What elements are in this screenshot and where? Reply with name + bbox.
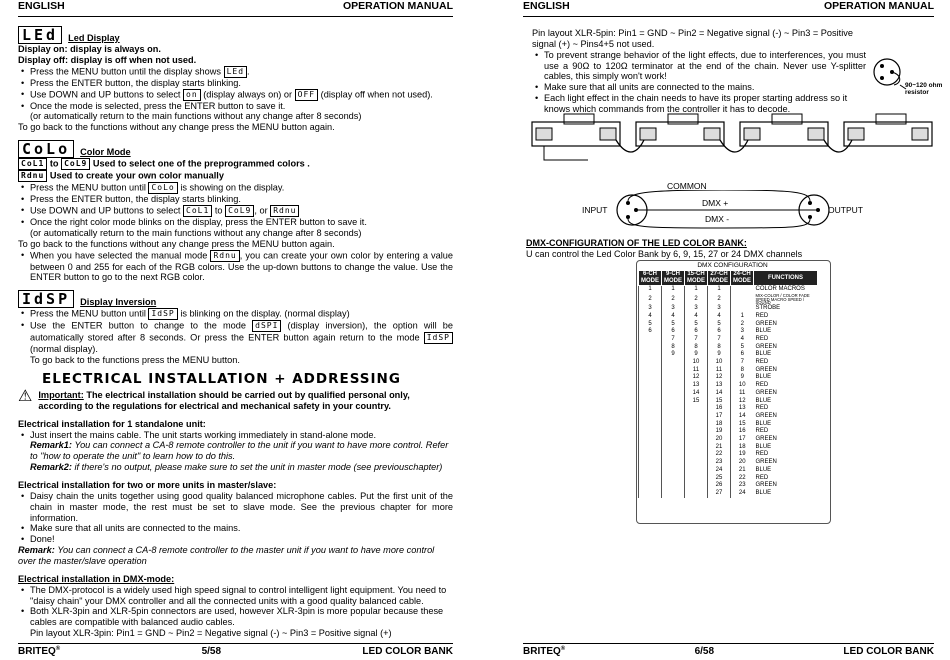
channel-cell: 4 bbox=[639, 313, 662, 321]
list-item: • Daisy chain the units together using good quality balanced microphone cables. Put the first unit of the chain in master mode, the rest must be set to slave mode. See the previous chapter for more information. bbox=[30, 491, 453, 524]
color-steps bbox=[18, 182, 453, 239]
page-header bbox=[523, 0, 934, 17]
table-row bbox=[639, 398, 818, 406]
function-cell: RED bbox=[755, 312, 769, 319]
lcd-idsp-icon: IdSP bbox=[18, 290, 74, 308]
function-cell: RED bbox=[755, 382, 769, 389]
channel-cell: 7 bbox=[662, 336, 685, 344]
channel-cell: 7 bbox=[731, 359, 754, 367]
list-item: • To prevent strange behavior of the light effects, due to interferences, you must use a 90Ω to 120Ω terminator at the end of the chain. Never use Y-splitter cables, this simply won't work! bbox=[544, 50, 866, 83]
channel-cell bbox=[731, 294, 754, 305]
channel-cell: 25 bbox=[708, 475, 731, 483]
channel-cell: 18 bbox=[731, 444, 754, 452]
channel-cell: 12 bbox=[708, 374, 731, 382]
channel-cell bbox=[662, 467, 685, 475]
channel-cell: 6 bbox=[639, 328, 662, 336]
function-cell: RED bbox=[755, 451, 769, 458]
dmx-config-subtitle: U can control the Led Color Bank by 6, 9, 15, 27 or 24 DMX channels bbox=[526, 248, 803, 259]
function-cell: BLUE bbox=[755, 374, 772, 381]
function-cell: BLUE bbox=[755, 443, 772, 450]
table-header-cell: 15-CH MODE bbox=[685, 271, 708, 286]
installation-title: ELECTRICAL INSTALLATION + ADDRESSING bbox=[42, 371, 401, 388]
lcd-colo-icon: CoLo bbox=[18, 140, 74, 158]
channel-cell: 9 bbox=[708, 351, 731, 359]
channel-cell: 10 bbox=[731, 382, 754, 390]
color-manual-line: Rdnu Used to create your own color manually bbox=[18, 170, 453, 182]
channel-cell: 8 bbox=[685, 344, 708, 352]
channel-cell bbox=[685, 475, 708, 483]
channel-cell: 8 bbox=[731, 367, 754, 375]
channel-cell: 3 bbox=[685, 305, 708, 313]
channel-cell: 13 bbox=[731, 405, 754, 413]
remark2: Remark2: if there's no output, please make sure to set the unit in master mode (see previouschapter) bbox=[30, 462, 443, 473]
table-row bbox=[639, 490, 818, 498]
left-body bbox=[18, 24, 453, 639]
table-row bbox=[639, 390, 818, 398]
dmx-minus-label: DMX - bbox=[705, 214, 730, 224]
channel-cell: 10 bbox=[708, 359, 731, 367]
warning-icon: ⚠ bbox=[18, 387, 33, 405]
channel-cell bbox=[662, 367, 685, 375]
table-row bbox=[639, 367, 818, 375]
channel-cell bbox=[685, 421, 708, 429]
channel-cell: 6 bbox=[662, 328, 685, 336]
channel-cell: 5 bbox=[731, 344, 754, 352]
channel-cell: 4 bbox=[731, 336, 754, 344]
disp-back-text: To go back to the functions press the MENU button. bbox=[30, 355, 240, 366]
list-item: • Make sure that all units are connected to the mains. bbox=[544, 82, 866, 93]
channel-cell bbox=[639, 344, 662, 352]
dmx-plus-label: DMX + bbox=[702, 198, 729, 208]
channel-cell bbox=[662, 428, 685, 436]
daisy-chain-diagram bbox=[528, 112, 940, 174]
channel-cell: 26 bbox=[708, 482, 731, 490]
footer-product: LED COLOR BANK bbox=[362, 646, 453, 657]
channel-cell: 5 bbox=[662, 321, 685, 329]
lcd-led-icon: LEd bbox=[18, 26, 62, 44]
channel-cell bbox=[639, 374, 662, 382]
channel-cell: 3 bbox=[708, 305, 731, 313]
channel-cell bbox=[662, 359, 685, 367]
channel-cell: 11 bbox=[685, 367, 708, 375]
channel-cell bbox=[639, 398, 662, 406]
lcd-led-icon: LEd bbox=[224, 66, 247, 78]
channel-cell: 13 bbox=[708, 382, 731, 390]
channel-cell bbox=[639, 390, 662, 398]
lcd-manual-icon: Rdnu bbox=[210, 250, 239, 262]
channel-cell: 11 bbox=[708, 367, 731, 375]
channel-cell bbox=[639, 451, 662, 459]
footer-page-number: 6/58 bbox=[694, 646, 715, 657]
function-cell: GREEN bbox=[755, 482, 777, 489]
table-row bbox=[639, 382, 818, 390]
master-slave-remark: Remark: You can connect a CA-8 remote controller to the master unit if you want to have more control over the master/slave operation bbox=[18, 545, 435, 566]
channel-cell bbox=[685, 428, 708, 436]
channel-cell: 7 bbox=[708, 336, 731, 344]
display-inversion-heading bbox=[18, 290, 453, 308]
common-label: COMMON bbox=[667, 181, 707, 191]
function-cell: STROBE bbox=[755, 305, 781, 312]
channel-cell bbox=[639, 351, 662, 359]
list-item: • Once the mode is selected, press the ENTER button to save it. (or automatically return to the main functions without any change after 8 seconds) bbox=[30, 101, 453, 123]
channel-cell: 13 bbox=[685, 382, 708, 390]
lcd-manual-icon: Rdnu bbox=[18, 170, 47, 182]
dmx-config-table bbox=[638, 270, 818, 498]
channel-cell: 18 bbox=[708, 421, 731, 429]
table-row bbox=[639, 328, 818, 336]
channel-cell bbox=[662, 398, 685, 406]
channel-cell bbox=[639, 336, 662, 344]
channel-cell: 17 bbox=[731, 436, 754, 444]
channel-cell: 10 bbox=[685, 359, 708, 367]
channel-cell bbox=[685, 444, 708, 452]
channel-cell: 2 bbox=[662, 294, 685, 305]
led-display-heading bbox=[18, 26, 453, 44]
channel-cell: 8 bbox=[662, 344, 685, 352]
channel-cell: 15 bbox=[731, 421, 754, 429]
light-unit-4 bbox=[844, 114, 932, 146]
list-item: • The DMX-protocol is a widely used high speed signal to control intelligent light equipment. You need to "daisy chain" your DMX controller and all the connected units with a good quality balanced cable. bbox=[30, 585, 453, 607]
channel-cell bbox=[639, 444, 662, 452]
function-cell: GREEN bbox=[755, 366, 777, 373]
channel-cell: 5 bbox=[685, 321, 708, 329]
list-item: • Press the MENU button until IdSP is blinking on the display. (normal display) bbox=[30, 308, 453, 320]
table-row bbox=[639, 374, 818, 382]
table-row bbox=[639, 428, 818, 436]
channel-cell: 12 bbox=[731, 398, 754, 406]
channel-cell: 4 bbox=[662, 313, 685, 321]
table-row bbox=[639, 405, 818, 413]
channel-cell: 23 bbox=[708, 459, 731, 467]
channel-cell: 14 bbox=[708, 390, 731, 398]
channel-cell bbox=[639, 475, 662, 483]
input-label: INPUT bbox=[582, 205, 608, 215]
channel-cell: 15 bbox=[685, 398, 708, 406]
channel-cell bbox=[685, 490, 708, 498]
channel-cell: 1 bbox=[685, 286, 708, 294]
function-cell: GREEN bbox=[755, 343, 777, 350]
channel-cell: 2 bbox=[685, 294, 708, 305]
function-cell: RED bbox=[755, 428, 769, 435]
channel-cell bbox=[662, 459, 685, 467]
table-header-cell: FUNCTIONS bbox=[754, 271, 818, 286]
table-header-cell: 27-CH MODE bbox=[708, 271, 731, 286]
master-slave-title: Electrical installation for two or more units in master/slave: bbox=[18, 479, 277, 490]
led-display-title: Led Display bbox=[68, 33, 120, 44]
channel-cell bbox=[639, 436, 662, 444]
color-back-text: To go back to the functions without any change press the MENU button again. bbox=[18, 238, 335, 249]
channel-cell: 17 bbox=[708, 413, 731, 421]
list-item: • Press the ENTER button, the display starts blinking. bbox=[30, 194, 453, 205]
footer-brand: BRITEQ® bbox=[523, 646, 566, 657]
list-item: • Press the MENU button until CoLo is showing on the display. bbox=[30, 182, 453, 194]
channel-cell bbox=[685, 436, 708, 444]
display-inversion-title: Display Inversion bbox=[80, 297, 157, 308]
dmx-steps bbox=[18, 585, 453, 628]
channel-cell bbox=[662, 382, 685, 390]
table-row bbox=[639, 436, 818, 444]
channel-cell: 12 bbox=[685, 374, 708, 382]
table-header-cell: 24-CH MODE bbox=[731, 271, 754, 286]
function-cell: GREEN bbox=[755, 459, 777, 466]
led-steps bbox=[18, 66, 453, 123]
footer-product: LED COLOR BANK bbox=[843, 646, 934, 657]
channel-cell bbox=[662, 405, 685, 413]
channel-cell bbox=[685, 413, 708, 421]
channel-cell bbox=[639, 359, 662, 367]
lcd-col1-icon: CoL1 bbox=[183, 205, 212, 217]
dmx-mode-title: Electrical installation in DMX-mode: bbox=[18, 573, 175, 584]
function-cell: RED bbox=[755, 359, 769, 366]
channel-cell bbox=[662, 374, 685, 382]
master-slave-steps bbox=[18, 491, 453, 545]
list-item: • Just insert the mains cable. The unit starts working immediately in stand-alone mode. bbox=[30, 430, 453, 441]
standalone-title: Electrical installation for 1 standalone unit: bbox=[18, 418, 206, 429]
channel-cell: 19 bbox=[708, 428, 731, 436]
channel-cell bbox=[662, 421, 685, 429]
channel-cell bbox=[685, 459, 708, 467]
terminator-plug-diagram bbox=[872, 55, 944, 105]
table-row bbox=[639, 482, 818, 490]
channel-cell: 1 bbox=[662, 286, 685, 294]
function-cell: BLUE bbox=[755, 351, 772, 358]
function-cell: RED bbox=[755, 335, 769, 342]
lcd-colo-icon: CoLo bbox=[148, 182, 177, 194]
table-header-cell: 6-CH MODE bbox=[639, 271, 662, 286]
channel-cell bbox=[639, 482, 662, 490]
channel-cell: 6 bbox=[685, 328, 708, 336]
channel-cell bbox=[639, 490, 662, 498]
color-preset-line: CoL1 to CoL9 Used to select one of the preprogrammed colors . bbox=[18, 158, 453, 170]
function-cell: RED bbox=[755, 474, 769, 481]
channel-cell: 14 bbox=[731, 413, 754, 421]
table-row bbox=[639, 421, 818, 429]
disp-steps bbox=[18, 308, 453, 355]
channel-cell: 1 bbox=[639, 286, 662, 294]
channel-cell: 22 bbox=[731, 475, 754, 483]
function-cell: BLUE bbox=[755, 489, 772, 496]
list-item: • Use DOWN and UP buttons to select CoL1 to CoL9 , or Rdnu bbox=[30, 205, 453, 217]
standalone-steps bbox=[18, 430, 453, 441]
list-item: • Press the ENTER button, the display starts blinking. bbox=[30, 78, 453, 89]
channel-cell: 9 bbox=[685, 351, 708, 359]
resistor-label: 90~120 ohm resistor bbox=[905, 82, 943, 97]
display-off-text: Display off: display is off when not used. bbox=[18, 54, 197, 65]
channel-cell: 9 bbox=[662, 351, 685, 359]
channel-cell: 3 bbox=[639, 305, 662, 313]
channel-cell: 14 bbox=[685, 390, 708, 398]
lcd-off-icon: OFF bbox=[295, 89, 318, 101]
light-unit-2 bbox=[636, 114, 724, 146]
header-language: ENGLISH bbox=[18, 0, 65, 12]
channel-cell bbox=[662, 451, 685, 459]
channel-cell: 5 bbox=[639, 321, 662, 329]
channel-cell bbox=[685, 405, 708, 413]
function-cell: BLUE bbox=[755, 466, 772, 473]
channel-cell: 1 bbox=[708, 286, 731, 294]
function-cell: BLUE bbox=[755, 397, 772, 404]
header-title: OPERATION MANUAL bbox=[823, 0, 934, 12]
channel-cell bbox=[639, 382, 662, 390]
channel-cell bbox=[639, 459, 662, 467]
table-row bbox=[639, 294, 818, 305]
channel-cell: 15 bbox=[708, 398, 731, 406]
table-row bbox=[639, 451, 818, 459]
table-header-cell: 9-CH MODE bbox=[662, 271, 685, 286]
page-footer bbox=[18, 643, 453, 658]
channel-cell bbox=[731, 286, 754, 294]
remark1: Remark1: You can connect a CA-8 remote controller to the unit if you want to have more control. Refer to "how to operate the unit" to learn how to do this. bbox=[30, 440, 449, 462]
footer-brand: BRITEQ® bbox=[18, 646, 61, 657]
channel-cell bbox=[685, 482, 708, 490]
dmx-config-title: DMX-CONFIGURATION OF THE LED COLOR BANK: bbox=[526, 238, 747, 248]
function-cell: BLUE bbox=[755, 328, 772, 335]
channel-cell bbox=[639, 413, 662, 421]
table-row bbox=[639, 351, 818, 359]
lcd-manual-icon: Rdnu bbox=[270, 205, 299, 217]
light-unit-3 bbox=[740, 114, 828, 146]
list-item: • Press the MENU button until the display shows LEd . bbox=[30, 66, 453, 78]
color-manual-steps bbox=[18, 250, 453, 284]
channel-cell: 6 bbox=[731, 351, 754, 359]
function-cell: GREEN bbox=[755, 320, 777, 327]
color-mode-title: Color Mode bbox=[80, 147, 131, 158]
page-footer bbox=[523, 643, 934, 658]
function-cell: BLUE bbox=[755, 420, 772, 427]
channel-cell bbox=[685, 467, 708, 475]
channel-cell bbox=[662, 390, 685, 398]
channel-cell bbox=[639, 405, 662, 413]
channel-cell bbox=[639, 367, 662, 375]
page-header bbox=[18, 0, 453, 17]
table-row bbox=[639, 305, 818, 313]
pin-layout-5: Pin layout XLR-5pin: Pin1 = GND ~ Pin2 = Negative signal (-) ~ Pin3 = Positive signal (+) ~ Pins4+5 not used. bbox=[532, 28, 853, 49]
channel-cell: 6 bbox=[708, 328, 731, 336]
list-item: • Use DOWN and UP buttons to select on (display always on) or OFF (display off when not used). bbox=[30, 89, 453, 101]
table-row bbox=[639, 344, 818, 352]
table-row bbox=[639, 313, 818, 321]
lcd-dspi-icon: dSPI bbox=[252, 320, 281, 332]
channel-cell: 4 bbox=[685, 313, 708, 321]
table-row bbox=[639, 444, 818, 452]
table-row bbox=[639, 359, 818, 367]
channel-cell: 16 bbox=[708, 405, 731, 413]
channel-cell: 2 bbox=[731, 321, 754, 329]
channel-cell: 7 bbox=[685, 336, 708, 344]
function-cell: COLOR MACROS bbox=[755, 286, 805, 292]
function-cell: MIX-COLOR / COLOR FADE SPEED MACRO SPEED / SOUND bbox=[755, 292, 810, 306]
channel-cell: 9 bbox=[731, 374, 754, 382]
display-on-text: Display on: display is always on. bbox=[18, 44, 161, 54]
light-unit-1 bbox=[532, 114, 620, 146]
channel-cell bbox=[639, 467, 662, 475]
channel-cell bbox=[662, 436, 685, 444]
color-mode-heading bbox=[18, 140, 453, 158]
channel-cell: 24 bbox=[708, 467, 731, 475]
lcd-idsp-icon: IdSP bbox=[424, 332, 453, 344]
channel-cell: 3 bbox=[731, 328, 754, 336]
channel-cell: 24 bbox=[731, 490, 754, 498]
table-row bbox=[639, 459, 818, 467]
channel-cell: 16 bbox=[731, 428, 754, 436]
channel-cell: 11 bbox=[731, 390, 754, 398]
list-item: • When you have selected the manual mode Rdnu , you can create your own color by entering a value between 0 and 255 for each of the RGB colors. Use the up-down buttons to change the value. Use the ENTER button to go to the next RGB color. bbox=[30, 250, 453, 284]
function-cell: GREEN bbox=[755, 389, 777, 396]
list-item: • Each light effect in the chain needs to have its proper starting address so it knows which commands from the controller it has to decode. bbox=[544, 93, 866, 115]
channel-cell: 21 bbox=[731, 467, 754, 475]
dmx-notes bbox=[532, 50, 866, 115]
channel-cell bbox=[662, 444, 685, 452]
list-item: • Both XLR-3pin and XLR-5pin connectors are used, however XLR-3pin is more popular because these cables are compatible with balanced audio cables. bbox=[30, 606, 453, 628]
table-row bbox=[639, 336, 818, 344]
pin-layout-3: Pin layout XLR-3pin: Pin1 = GND ~ Pin2 = Negative signal (-) ~ Pin3 = Positive signal (+) bbox=[30, 628, 392, 639]
header-title: OPERATION MANUAL bbox=[342, 0, 453, 12]
channel-cell bbox=[731, 305, 754, 313]
channel-cell: 8 bbox=[708, 344, 731, 352]
footer-page-number: 5/58 bbox=[201, 646, 222, 657]
lcd-idsp-icon: IdSP bbox=[148, 308, 177, 320]
right-text-block bbox=[532, 28, 866, 115]
dmx-table-caption: DMX CONFIGURATION bbox=[697, 262, 768, 269]
list-item: • Once the right color mode blinks on the display, press the ENTER button to save it. (or automatically return to the main functions without any change after 8 seconds) bbox=[30, 217, 453, 239]
channel-cell: 23 bbox=[731, 482, 754, 490]
dmx-config-heading bbox=[526, 238, 926, 259]
channel-cell: 19 bbox=[731, 451, 754, 459]
channel-cell: 1 bbox=[731, 313, 754, 321]
function-cell: GREEN bbox=[755, 412, 777, 419]
function-cell: GREEN bbox=[755, 436, 777, 443]
channel-cell: 22 bbox=[708, 451, 731, 459]
channel-cell: 20 bbox=[708, 436, 731, 444]
lcd-col9-icon: CoL9 bbox=[61, 158, 90, 170]
channel-cell: 27 bbox=[708, 490, 731, 498]
table-row bbox=[639, 413, 818, 421]
list-item: • Done! bbox=[30, 534, 453, 545]
channel-cell: 5 bbox=[708, 321, 731, 329]
channel-cell: 21 bbox=[708, 444, 731, 452]
channel-cell: 2 bbox=[708, 294, 731, 305]
table-row bbox=[639, 321, 818, 329]
channel-cell bbox=[662, 490, 685, 498]
function-cell: RED bbox=[755, 405, 769, 412]
channel-cell bbox=[639, 428, 662, 436]
list-item: • Make sure that all units are connected to the mains. bbox=[30, 523, 453, 534]
output-label: OUTPUT bbox=[828, 205, 863, 215]
channel-cell: 2 bbox=[639, 294, 662, 305]
channel-cell bbox=[685, 451, 708, 459]
list-item: • Use the ENTER button to change to the mode dSPI (display inversion), the option will be automatically stored after 8 seconds. Or press the ENTER button again return to the mode IdSP (normal display). bbox=[30, 320, 453, 355]
lcd-on-icon: on bbox=[183, 89, 201, 101]
channel-cell bbox=[662, 413, 685, 421]
channel-cell: 20 bbox=[731, 459, 754, 467]
channel-cell bbox=[662, 475, 685, 483]
lcd-col1-icon: CoL1 bbox=[18, 158, 47, 170]
led-back-text: To go back to the functions without any change press the MENU button again. bbox=[18, 122, 335, 133]
channel-cell: 3 bbox=[662, 305, 685, 313]
lcd-col9-icon: CoL9 bbox=[225, 205, 254, 217]
warning-block: ⚠ Important: The electrical installation should be carried out by qualified personal only, according to the regulations for electrical and mechanical safety in your country. bbox=[18, 387, 410, 411]
channel-cell bbox=[662, 482, 685, 490]
xlr-wiring-diagram bbox=[612, 190, 834, 230]
channel-cell: 4 bbox=[708, 313, 731, 321]
header-language: ENGLISH bbox=[523, 0, 570, 12]
table-row bbox=[639, 475, 818, 483]
channel-cell bbox=[639, 421, 662, 429]
table-row bbox=[639, 467, 818, 475]
